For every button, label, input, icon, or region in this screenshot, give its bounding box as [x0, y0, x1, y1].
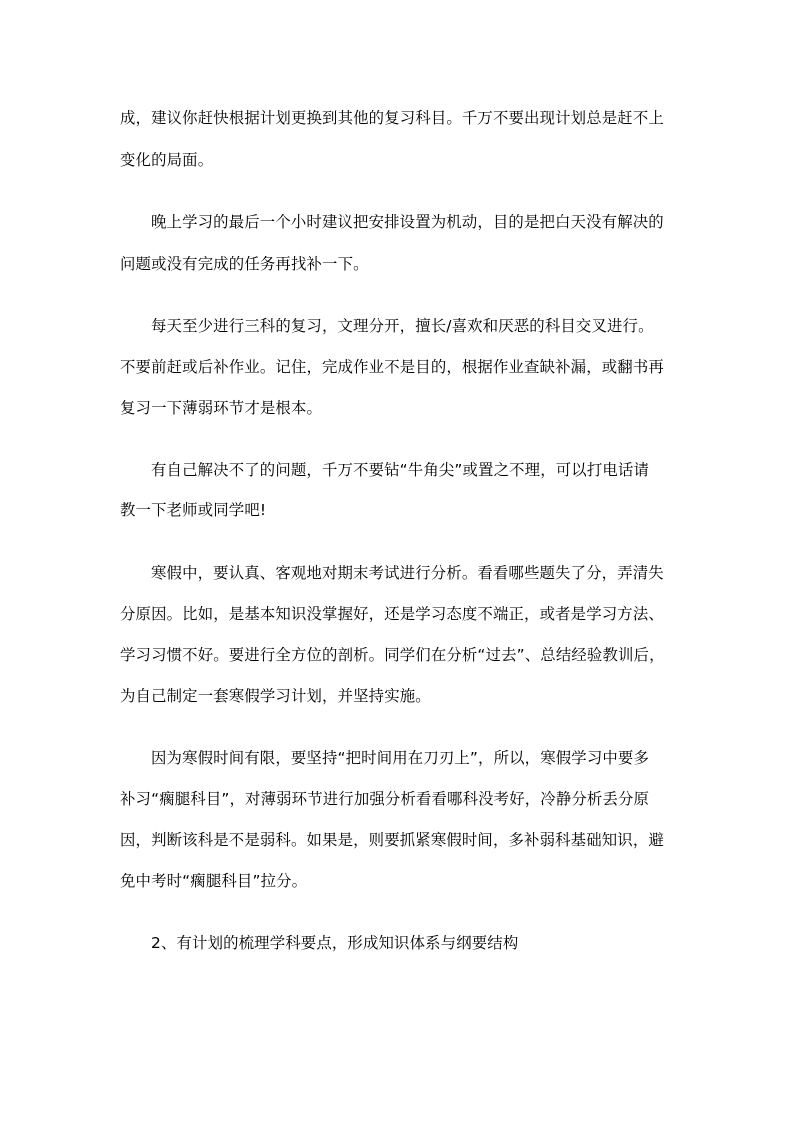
paragraph-line: 为自己制定一套寒假学习计划，并坚持实施。: [120, 687, 431, 705]
paragraph-line: 每天至少进行三科的复习，文理分开，擅长/喜欢和厌恶的科目交叉进行。: [151, 317, 654, 335]
paragraph-line: 不要前赶或后补作业。记住，完成作业不是目的，根据作业查缺补漏，或翻书再: [120, 358, 664, 376]
paragraph-line: 变化的局面。: [120, 151, 214, 169]
paragraph-line: 因，判断该科是不是弱科。如果是，则要抓紧寒假时间，多补弱科基础知识，避: [120, 831, 664, 849]
paragraph-line: 寒假中，要认真、客观地对期末考试进行分析。看看哪些题失了分，弄清失: [151, 564, 664, 582]
paragraph-line: 因为寒假时间有限，要坚持“把时间用在刀刃上”，所以，寒假学习中要多: [151, 749, 650, 767]
paragraph-line: 教一下老师或同学吧!: [120, 501, 267, 519]
paragraph-line: 学习习惯不好。要进行全方位的剖析。同学们在分析“过去”、总结经验教训后，: [120, 646, 665, 664]
paragraph-line: 成，建议你赶快根据计划更换到其他的复习科目。千万不要出现计划总是赶不上: [120, 109, 664, 127]
paragraph-line: 晚上学习的最后一个小时建议把安排设置为机动，目的是把白天没有解决的: [151, 213, 664, 231]
paragraph-line: 分原因。比如，是基本知识没掌握好，还是学习态度不端正，或者是学习方法、: [120, 605, 664, 623]
paragraph-line: 复习一下薄弱环节才是根本。: [120, 399, 323, 417]
paragraph-line: 免中考时“瘸腿科目”拉分。: [120, 872, 308, 890]
paragraph-line: 问题或没有完成的任务再找补一下。: [120, 255, 369, 273]
paragraph-line: 补习“瘸腿科目”，对薄弱环节进行加强分析看看哪科没考好，冷静分析丢分原: [120, 790, 650, 808]
paragraph-line: 有自己解决不了的问题，千万不要钻“牛角尖”或置之不理，可以打电话请: [151, 461, 650, 479]
section-heading: 2、有计划的梳理学科要点，形成知识体系与纲要结构: [151, 934, 519, 952]
